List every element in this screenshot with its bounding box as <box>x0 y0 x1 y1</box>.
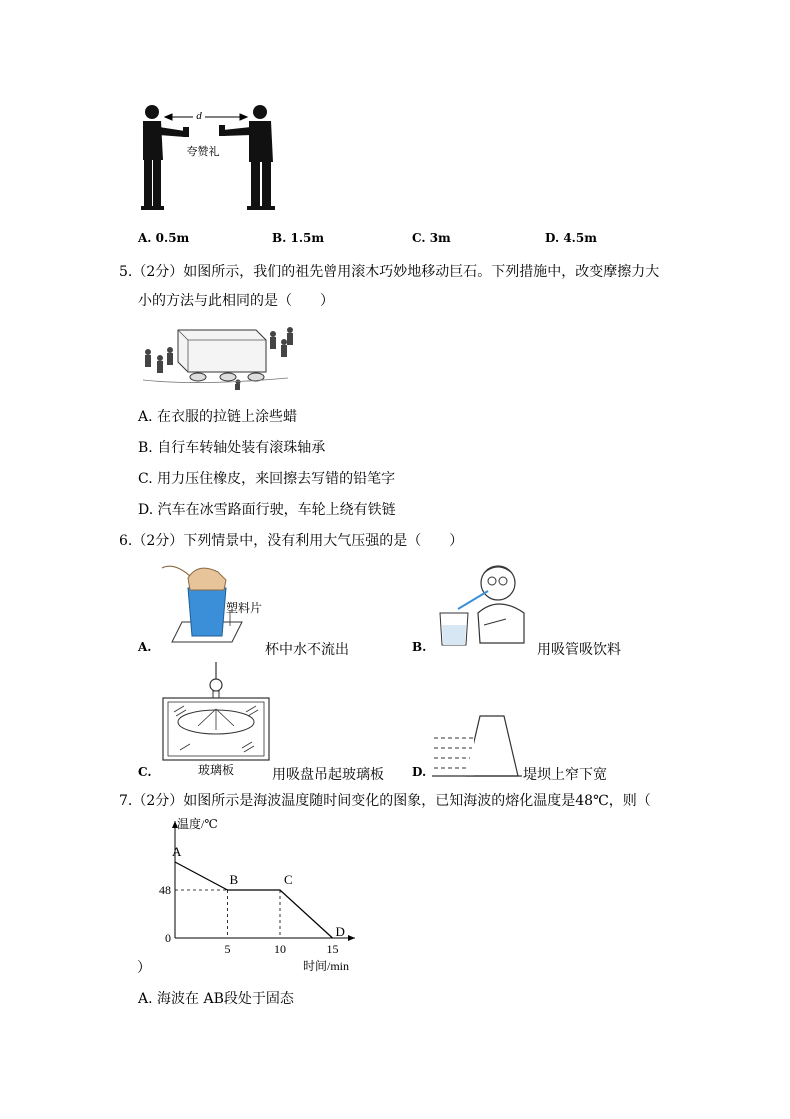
q5-stem-line1: 5.（2分）如图所示，我们的祖先曾用滚木巧妙地移动巨石。下列措施中，改变摩擦力大 <box>119 264 660 280</box>
figure-rolling-logs-stone <box>138 322 298 390</box>
figure-thumbs-up-gesture <box>135 100 285 215</box>
point-label-a: A <box>172 844 182 859</box>
x-tick-label: 10 <box>274 942 286 956</box>
x-axis-title: 时间/min <box>303 959 350 973</box>
temperature-time-chart <box>155 815 375 977</box>
q6-option-d-letter[interactable]: D. <box>412 765 427 779</box>
figure-man-drinking-straw <box>432 553 532 649</box>
q4-option-d[interactable]: D. 4.5m <box>545 231 597 245</box>
q4-option-a[interactable]: A. 0.5m <box>138 231 190 245</box>
figure-cup-plastic-card <box>160 560 270 646</box>
x-tick-label: 5 <box>224 942 231 956</box>
q6-option-d-caption[interactable]: 堤坝上窄下宽 <box>523 767 607 783</box>
q4-option-c[interactable]: C. 3m <box>412 231 451 245</box>
q5-option-a[interactable]: A. 在衣服的拉链上涂些蜡 <box>138 409 298 425</box>
q5-option-b[interactable]: B. 自行车转轴处装有滚珠轴承 <box>138 440 326 456</box>
origin-label: 0 <box>165 931 171 945</box>
left-person-silhouette <box>141 105 189 210</box>
plastic-card-label: 塑料片 <box>226 601 263 615</box>
temperature-series-line <box>175 862 333 938</box>
q6-option-c-letter[interactable]: C. <box>138 765 152 779</box>
q6-option-a-letter[interactable]: A. <box>138 640 152 654</box>
q6-option-b-letter[interactable]: B. <box>412 640 427 654</box>
figure-suction-cup-glass <box>160 660 272 778</box>
glass-plate-label: 玻璃板 <box>197 763 235 777</box>
q5-option-c[interactable]: C. 用力压住橡皮，来回擦去写错的铅笔字 <box>138 471 396 487</box>
figure-caption: 夸赞礼 <box>186 146 220 158</box>
q4-option-b[interactable]: B. 1.5m <box>272 231 325 245</box>
q6-stem: 6.（2分）下列情景中，没有利用大气压强的是（ ） <box>119 533 464 549</box>
y-axis-title: 温度/℃ <box>177 817 218 831</box>
x-tick-label: 15 <box>326 942 339 956</box>
q7-stem: 7.（2分）如图所示是海波温度随时间变化的图象，已知海波的熔化温度是48℃，则（ <box>119 793 651 809</box>
q7-option-a[interactable]: A. 海波在 AB段处于固态 <box>138 991 294 1007</box>
q5-stem-line2: 小的方法与此相同的是（ ） <box>138 293 334 309</box>
y-tick-label: 48 <box>159 883 171 897</box>
q6-option-b-caption[interactable]: 用吸管吸饮料 <box>537 642 621 658</box>
right-person-silhouette <box>219 105 275 210</box>
point-label-c: C <box>284 872 293 887</box>
point-label-b: B <box>229 872 239 887</box>
distance-label: d <box>196 110 202 122</box>
point-label-d: D <box>335 924 345 939</box>
q5-option-d[interactable]: D. 汽车在冰雪路面行驶，车轮上绕有铁链 <box>138 502 396 518</box>
q7-stem-end: ） <box>137 960 151 976</box>
q6-option-c-caption[interactable]: 用吸盘吊起玻璃板 <box>272 767 384 783</box>
distance-arrow <box>165 114 247 120</box>
x-axis-arrow <box>348 935 355 941</box>
figure-dam-cross-section <box>432 712 522 778</box>
q6-option-a-caption[interactable]: 杯中水不流出 <box>265 642 349 658</box>
